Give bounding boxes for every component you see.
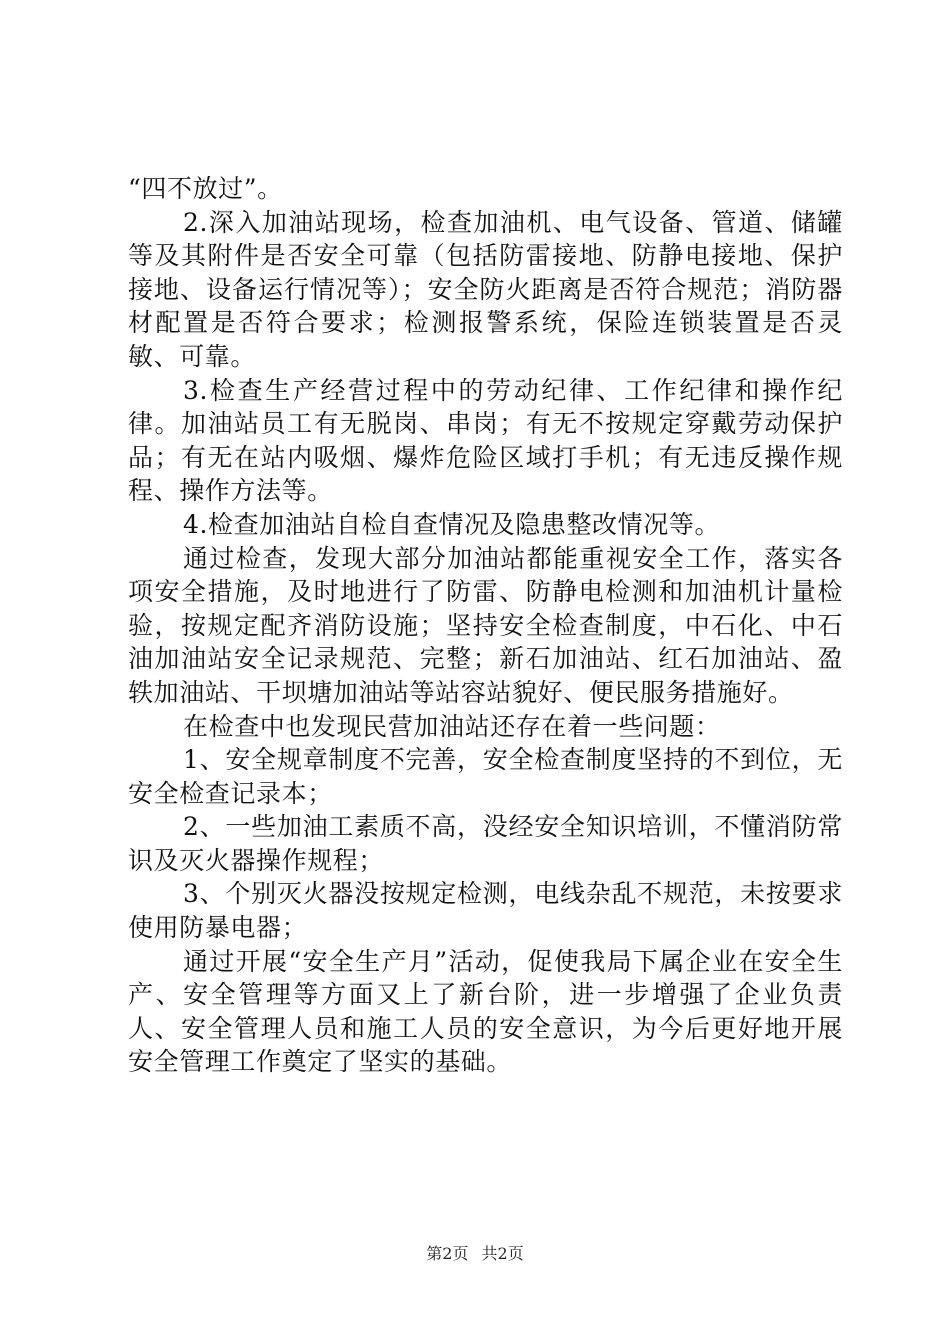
paragraph-problem-2: 2、一些加油工素质不高，没经安全知识培训，不懂消防常识及灭火器操作规程；: [128, 812, 843, 875]
paragraph-item-3: 3.检查生产经营过程中的劳动纪律、工作纪律和操作纪律。加油站员工有无脱岗、串岗；有无不按规定穿戴劳动保护品；有无在站内吸烟、爆炸危险区域打手机；有无违反操作规程、操作方法等。: [128, 375, 843, 506]
paragraph-problems-intro: 在检查中也发现民营加油站还存在着一些问题：: [183, 711, 721, 741]
paragraph-problem-3: 3、个别灭火器没按规定检测，电线杂乱不规范，未按要求使用防暴电器；: [128, 879, 843, 943]
page-footer: [0, 1244, 950, 1264]
page-number: 第2页: [426, 1244, 469, 1263]
page-total: 共2页: [481, 1244, 524, 1263]
paragraph-continuation: “四不放过”。: [128, 174, 283, 203]
paragraph-conclusion: 通过开展“安全生产月”活动，促使我局下属企业在安全生产、安全管理等方面又上了新台阶，进一步增强了企业负责人、安全管理人员和施工人员的安全意识，为今后更好地开展安全管理工作奠定了坚实的基础。: [128, 946, 843, 1077]
paragraph-problem-1: 1、安全规章制度不完善，安全检查制度坚持的不到位，无安全检查记录本；: [128, 745, 843, 808]
paragraph-item-2: 2.深入加油站现场，检查加油机、电气设备、管道、储罐等及其附件是否安全可靠（包括防雷接地、防静电接地、保护接地、设备运行情况等）；安全防火距离是否符合规范；消防器材配置是否符合要求；检测报警系统，保险连锁装置是否灵敏、可靠。: [128, 207, 843, 371]
document-body: [128, 172, 843, 1079]
paragraph-findings: 通过检查，发现大部分加油站都能重视安全工作，落实各项安全措施，及时地进行了防雷、防静电检测和加油机计量检验，按规定配齐消防设施；坚持安全检查制度，中石化、中石油加油站安全记录规范、完整；新石加油站、红石加油站、盈轶加油站、干坝塘加油站等站容站貌好、便民服务措施好。: [128, 543, 843, 707]
paragraph-item-4: 4.检查加油站自检自查情况及隐患整改情况等。: [183, 509, 721, 539]
